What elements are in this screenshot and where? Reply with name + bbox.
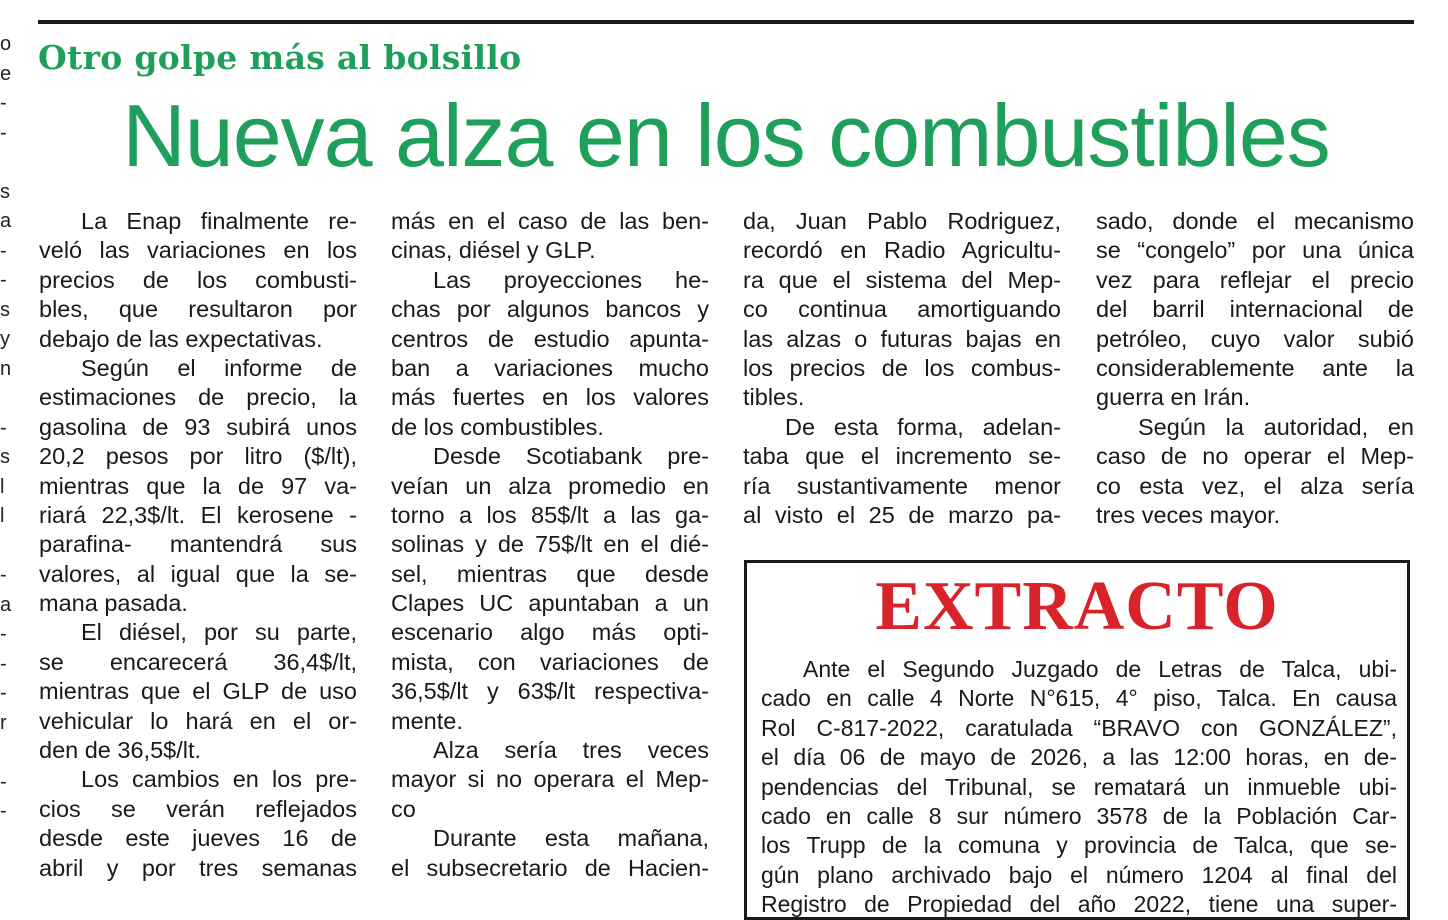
text-line: 36,5$/lt y 63$/lt respectiva- xyxy=(391,678,709,705)
text-line: parafina- mantendrá sus xyxy=(39,531,357,558)
text-line: las alzas o futuras bajas en xyxy=(743,325,1061,352)
text-line: 20,2 pesos por litro ($/lt), xyxy=(39,443,357,470)
kicker: Otro golpe más al bolsillo xyxy=(38,38,522,77)
text-line: La Enap finalmente re- xyxy=(81,208,357,234)
text-line: El diésel, por su parte, xyxy=(81,619,357,646)
text-line: sel, mientras que desde xyxy=(391,560,709,587)
text-line: mente. xyxy=(391,707,463,734)
text-line: al visto el 25 de marzo pa- xyxy=(743,501,1061,528)
gutter-fragment: - xyxy=(0,269,7,291)
text-line: ra que el sistema del Mep- xyxy=(743,266,1061,293)
text-line: cado en calle 8 sur número 3578 de la Población Car- xyxy=(761,802,1397,829)
gutter-fragment: l xyxy=(0,505,5,527)
text-line: el día 06 de mayo de 2026, a las 12:00 horas, en de- xyxy=(761,744,1397,771)
text-line: mista, con variaciones de xyxy=(391,648,709,675)
text-line: recordó en Radio Agricultu- xyxy=(743,237,1061,264)
text-line: sado, donde el mecanismo xyxy=(1096,208,1414,234)
gutter-fragment xyxy=(0,384,14,414)
text-line: Durante esta mañana, xyxy=(433,825,709,852)
gutter-fragment xyxy=(0,148,14,178)
text-line: debajo de las expectativas. xyxy=(39,325,323,352)
gutter-fragment xyxy=(0,532,14,562)
text-line: del barril internacional de xyxy=(1096,296,1414,323)
gutter-fragment: - xyxy=(0,800,7,822)
gutter-fragment: n xyxy=(0,357,12,380)
text-line: mientras que el GLP de uso xyxy=(39,678,357,705)
text-line: solinas y de 75$/lt en el dié- xyxy=(391,531,709,558)
text-line: tres veces mayor. xyxy=(1096,501,1281,528)
text-line: centros de estudio apunta- xyxy=(391,325,709,352)
text-line: caso de no operar el Mep- xyxy=(1096,443,1414,470)
text-line: desde este jueves 16 de xyxy=(39,825,357,852)
text-line: Registro de Propiedad del año 2022, tiene una super- xyxy=(761,891,1397,918)
gutter-fragment: s xyxy=(0,446,10,468)
text-line: escenario algo más opti- xyxy=(391,619,709,646)
gutter-fragment: o xyxy=(0,33,12,55)
text-line: de los combustibles. xyxy=(391,413,604,440)
article-column-2 xyxy=(391,207,709,883)
gutter-fragment: - xyxy=(0,652,7,675)
article-column-1 xyxy=(39,207,357,883)
gutter-fragment: - xyxy=(0,682,7,704)
text-line: Clapes UC apuntaban a un xyxy=(391,590,709,617)
gutter-fragment: - xyxy=(0,416,7,439)
text-line: se “congelo” por una única xyxy=(1096,237,1414,264)
text-line: co xyxy=(391,795,416,822)
text-line: abril y por tres semanas xyxy=(39,854,357,881)
text-line: se encarecerá 36,4$/lt, xyxy=(39,648,357,675)
text-line: petróleo, cuyo valor subió xyxy=(1096,325,1414,352)
extracto-notice xyxy=(744,560,1410,920)
text-line: gasolina de 93 subirá unos xyxy=(39,413,357,440)
text-line: da, Juan Pablo Rodriguez, xyxy=(743,208,1061,234)
text-line: vehicular lo hará en el or- xyxy=(39,707,357,734)
text-line: riará 22,3$/lt. El kerosene - xyxy=(39,501,357,528)
text-line: estimaciones de precio, la xyxy=(39,384,357,411)
extracto-title: EXTRACTO xyxy=(875,568,1279,645)
gutter-fragment: l xyxy=(0,475,5,498)
text-line: Rol C-817-2022, caratulada “BRAVO con GONZÁLEZ”, xyxy=(761,714,1397,741)
text-line: considerablemente ante la xyxy=(1096,354,1414,381)
gutter-fragment: - xyxy=(0,92,7,114)
text-line: Según la autoridad, en xyxy=(1138,413,1414,440)
gutter-fragment: y xyxy=(0,328,10,350)
text-line: el subsecretario de Hacien- xyxy=(391,854,709,881)
top-rule xyxy=(38,20,1414,24)
text-line: mientras que la de 97 va- xyxy=(39,472,357,499)
text-line: los precios de los combus- xyxy=(743,354,1061,381)
gutter-fragment: s xyxy=(0,298,10,321)
gutter-fragment: e xyxy=(0,62,12,85)
text-line: Alza sería tres veces xyxy=(433,737,709,764)
text-line: guerra en Irán. xyxy=(1096,384,1251,411)
text-line: los Trupp de la comuna y provincia de Talca, que se- xyxy=(761,832,1397,859)
article-column-3 xyxy=(743,207,1061,530)
text-line: gún plano archivado bajo el número 1204 al final del xyxy=(761,861,1397,888)
text-line: pendencias del Tribunal, se rematará un inmueble ubi- xyxy=(761,773,1397,800)
previous-column-fragment xyxy=(0,30,14,900)
text-line: Desde Scotiabank pre- xyxy=(433,443,709,470)
text-line: mayor si no operara el Mep- xyxy=(391,766,709,793)
text-line: veló las variaciones en los xyxy=(39,237,357,264)
text-line: torno a los 85$/lt a las ga- xyxy=(391,501,709,528)
text-line: cinas, diésel y GLP. xyxy=(391,237,596,264)
gutter-fragment: s xyxy=(0,180,10,203)
article-column-4 xyxy=(1096,207,1414,530)
text-line: precios de los combusti- xyxy=(39,266,357,293)
text-line: vez para reflejar el precio xyxy=(1096,266,1414,293)
text-line: De esta forma, adelan- xyxy=(785,413,1061,440)
text-line: Las proyecciones he- xyxy=(433,266,709,293)
text-line: bles, que resultaron por xyxy=(39,296,357,323)
text-line: valores, al igual que la se- xyxy=(39,560,357,587)
text-line: taba que el incremento se- xyxy=(743,443,1061,470)
text-line: Ante el Segundo Juzgado de Letras de Talca, ubi- xyxy=(803,656,1397,682)
text-line: co esta vez, el alza sería xyxy=(1096,472,1414,499)
text-line: Según el informe de xyxy=(81,354,357,381)
gutter-fragment: - xyxy=(0,770,7,793)
text-line: ban a variaciones mucho xyxy=(391,354,709,381)
text-line: co continua amortiguando xyxy=(743,296,1061,323)
gutter-fragment: a xyxy=(0,210,12,232)
text-line: cado en calle 4 Norte N°615, 4° piso, Talca. En causa xyxy=(761,685,1397,712)
text-line: chas por algunos bancos y xyxy=(391,296,709,323)
headline: Nueva alza en los combustibles xyxy=(122,86,1330,185)
text-line: mana pasada. xyxy=(39,590,188,617)
text-line: cios se verán reflejados xyxy=(39,795,357,822)
gutter-fragment: - xyxy=(0,239,7,262)
text-line: ría sustantivamente menor xyxy=(743,472,1061,499)
gutter-fragment: a xyxy=(0,593,12,616)
extracto-body xyxy=(761,655,1397,920)
text-line: más en el caso de las ben- xyxy=(391,208,709,234)
text-line: tibles. xyxy=(743,384,805,411)
gutter-fragment: r xyxy=(0,711,7,734)
gutter-fragment: - xyxy=(0,623,7,645)
gutter-fragment: - xyxy=(0,121,7,144)
text-line: veían un alza promedio en xyxy=(391,472,709,499)
text-line: más fuertes en los valores xyxy=(391,384,709,411)
text-line: Los cambios en los pre- xyxy=(81,766,357,793)
gutter-fragment xyxy=(0,738,14,768)
gutter-fragment: - xyxy=(0,564,7,586)
text-line: den de 36,5$/lt. xyxy=(39,737,202,764)
